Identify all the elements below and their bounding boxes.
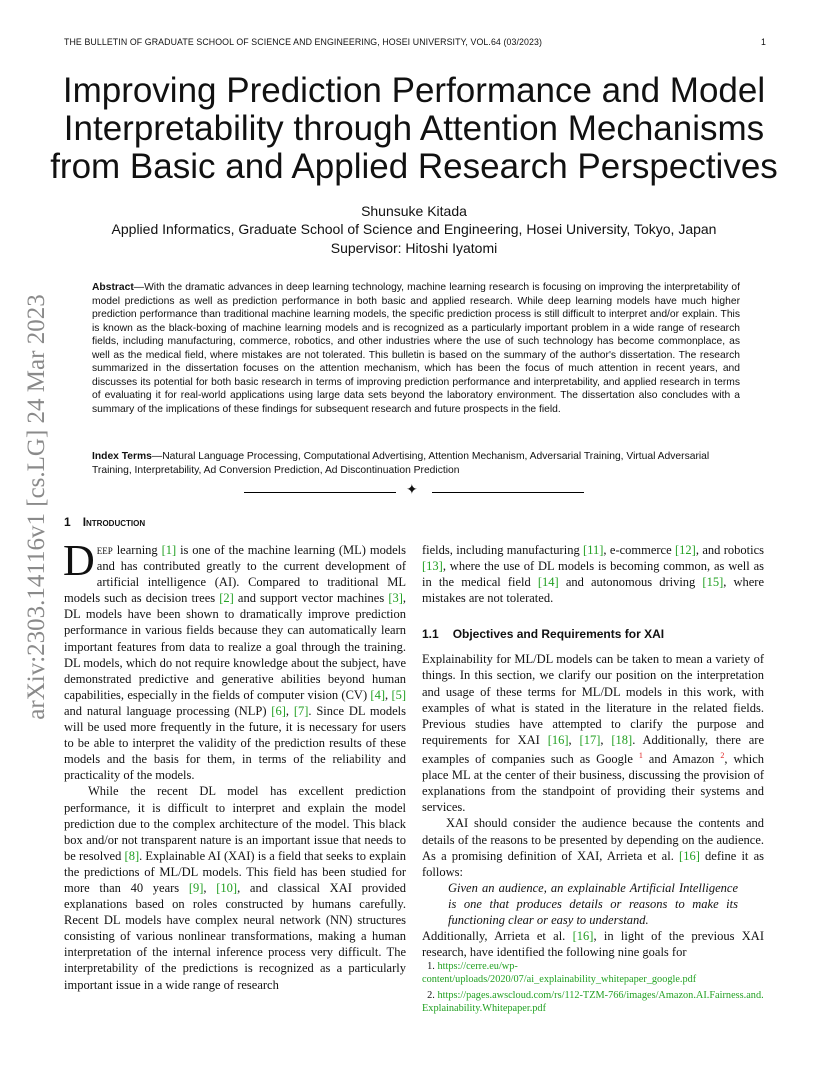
citation-link[interactable]: [15]: [702, 575, 724, 590]
definition-quote: Given an audience, an explainable Artificial Intelligence is one that produces details or reasons to make its functioning clear or easy to understand.: [448, 880, 738, 928]
text-run: ,: [568, 732, 580, 747]
right-column: [422, 542, 764, 960]
citation-link[interactable]: [1]: [161, 543, 177, 557]
text-run: ,: [600, 732, 612, 747]
subsection-title: Objectives and Requirements for XAI: [452, 627, 665, 642]
separator-star-icon: ✦: [406, 482, 418, 498]
abstract-text: —With the dramatic advances in deep learning technology, machine learning research is focusing on improving the interpretability of model predictions as well as prediction performance in both basic and applied research. While deep learning models have much higher prediction performance than traditional machine learning models, the specific prediction process is still difficult to interpret and/or explain. This is known as the black-boxing of machine learning models and is recognized as a particularly important problem in a wide range of research fields, including manufacturing, commerce, robotics, and other industries where the use of such technology has become commonplace, as well as the medical field, where mistakes are not tolerated. This bulletin is based on the summary of the author's dissertation. The research summarized in the dissertation focuses on the attention mechanism, which has been the focus of much attention in recent years, and discusses its potential for both basic research in terms of improving prediction performance and interpretability, and applied research in terms of evaluating it for real-world applications using large data sets beyond the laboratory environment. The dissertation also concludes with a summary of the implications of these findings for subsequent research and future prospects in the field.: [92, 282, 740, 415]
footnotes: [422, 960, 764, 1016]
text-run: and support vector machines: [233, 591, 389, 606]
text-run: , and robotics: [695, 543, 764, 557]
text-run: XAI should consider the audience because the contents and details of the reasons to be presented by depending on the audience. As a promising definition of XAI, Arrieta et al.: [422, 816, 764, 863]
citation-link[interactable]: [18]: [611, 732, 633, 747]
citation-link[interactable]: [16]: [679, 848, 700, 863]
paragraph-xai: [64, 783, 406, 992]
footnote-number: 2.: [427, 989, 435, 1001]
arxiv-stamp-text: arXiv:2303.14116v1 [cs.LG] 24 Mar 2023: [23, 294, 50, 720]
citation-link[interactable]: [4]: [370, 687, 385, 702]
citation-link[interactable]: [14]: [537, 575, 559, 590]
index-terms: [92, 450, 740, 477]
citation-link[interactable]: [10]: [216, 880, 238, 895]
citation-link[interactable]: [11]: [583, 543, 604, 557]
footnote-number: 1.: [427, 961, 435, 972]
footnote-marker[interactable]: 1: [638, 750, 643, 760]
text-run: ,: [285, 703, 294, 718]
text-run: ,: [385, 687, 392, 702]
affiliation: Applied Informatics, Graduate School of Science and Engineering, Hosei University, Tokyo, Japan: [111, 221, 717, 237]
section-heading: [64, 515, 145, 529]
subsection-number: 1.1: [422, 627, 439, 642]
running-header: [64, 37, 766, 47]
text-run: . Additionally, there are examples of companies such as Google: [422, 732, 765, 767]
text-run: , where mistakes are not tolerated.: [422, 575, 764, 606]
text-run: . Since DL models will be used more frequently in the future, it is necessary for users to be able to interpret the validity of the prediction results of these models and the basis for them, in terms of the reliability and practicality of the models.: [64, 703, 407, 783]
index-terms-label: Index Terms: [92, 451, 152, 462]
citation-link[interactable]: [16]: [572, 929, 594, 944]
footnote-marker[interactable]: 2: [720, 750, 725, 760]
text-run: While the recent DL model has excellent prediction performance, it is difficult to interpret and explain the model prediction due to the complex architecture of the model. This black box and/or not transparent nature is an important issue that needs to be resolved: [64, 784, 406, 863]
text-run: . Explainable AI (XAI) is a field that seeks to explain the predictions of ML/DL models. This field has been studied for more than 40 years: [64, 848, 406, 895]
text-run: Explainability for ML/DL models can be taken to mean a variety of things. In this section, we clarify our position on the interpretation and usage of these terms for ML/DL models in this work, with examples of what is stated in the literature in the related fields. Previous studies have attempted to clarify the purpose and requirements for XAI: [422, 652, 764, 747]
text-run: is one of the machine learning (ML) models and has contributed greatly to the current development of artificial intelligence (AI). Compared to traditional ML models such as decision trees: [64, 543, 406, 606]
text-run: fields, including manufacturing: [422, 543, 584, 557]
footnote-link[interactable]: https://cerre.eu/wp-content/uploads/2020/07/ai_explainability_whitepaper_google.pdf: [422, 961, 697, 986]
paragraph-explainability: [422, 651, 764, 815]
text-run: define it as follows:: [422, 848, 765, 879]
text-run: , and classical XAI provided explanations based on roles constructed by humans carefully. Recent DL models have complex neural network (NN) structures consisting of various nonlinear transformations, making a human interpretation of the internal inference process very difficult. The interpretability of the predictions is recognized as a particularly important issue in a wide range of research: [64, 880, 407, 992]
supervisor: Supervisor: Hitoshi Iyatomi: [330, 240, 498, 256]
citation-link[interactable]: [8]: [124, 848, 140, 863]
text-run: Additionally, Arrieta et al.: [422, 929, 573, 944]
text-run: , DL models have been shown to dramatically improve prediction performance in various fields because they can automatically learn important features from data to realize a goal through the training. DL models, which do not require knowledge about the subject, have demonstrated predictive and generative abilities beyond human capabilities, especially in the fields of computer vision (CV): [64, 591, 407, 702]
text-run: ,: [203, 880, 217, 895]
section-number: 1: [64, 515, 71, 529]
footnote-item: [422, 960, 764, 987]
author-name: Shunsuke Kitada: [361, 203, 467, 219]
citation-link[interactable]: [13]: [422, 559, 443, 574]
text-run: , e-commerce: [603, 543, 676, 557]
arxiv-stamp: [22, 283, 52, 731]
paragraph-intro: [63, 536, 407, 783]
left-column: [63, 536, 407, 993]
lead-word: eep: [96, 543, 113, 557]
citation-link[interactable]: [5]: [391, 687, 407, 702]
abstract: [92, 281, 740, 416]
citation-link[interactable]: [6]: [271, 703, 286, 718]
paragraph-audience: [422, 815, 764, 879]
footnote-item: [422, 989, 764, 1016]
abstract-label: Abstract: [92, 282, 134, 293]
paper-title: Improving Prediction Performance and Model Interpretability through Attention Mechanisms from Basic and Applied Research Perspectives: [50, 71, 778, 186]
paragraph-goals: [422, 928, 764, 960]
citation-link[interactable]: [17]: [579, 732, 601, 747]
text-run: , where the use of DL models is becoming common, as well as in the medical field: [422, 559, 764, 590]
section-separator: [244, 482, 584, 499]
citation-link[interactable]: [3]: [388, 591, 403, 606]
index-terms-text: —Natural Language Processing, Computational Advertising, Attention Mechanism, Adversarial Training, Virtual Adversarial Training, Interpretability, Ad Conversion Prediction, Ad Discontinuation Prediction: [92, 451, 710, 476]
citation-link[interactable]: [2]: [219, 591, 234, 606]
text-run: and autonomous driving: [558, 575, 703, 590]
citation-link[interactable]: [7]: [293, 703, 309, 718]
page-number: 1: [761, 37, 766, 47]
text-run: , in light of the previous XAI research, have identified the following nine goals for: [422, 929, 764, 960]
citation-link[interactable]: [9]: [188, 880, 204, 895]
citation-link[interactable]: [12]: [675, 543, 696, 557]
journal-name: THE BULLETIN OF GRADUATE SCHOOL OF SCIENCE AND ENGINEERING, HOSEI UNIVERSITY, VOL.64 (03/2023): [64, 37, 543, 47]
separator-line-right: [432, 492, 584, 493]
drop-cap: D: [63, 536, 95, 585]
text-run: learning: [112, 543, 162, 557]
footnote-link[interactable]: https://pages.awscloud.com/rs/112-TZM-766/images/Amazon.AI.Fairness.and.Explainability.Whitepaper.pdf: [422, 989, 764, 1015]
text-run: , which place ML at the center of their business, discussing the provision of explanations from the standpoint of providing their systems and services.: [422, 752, 764, 815]
citation-link[interactable]: [16]: [547, 732, 569, 747]
subsection-heading: [422, 627, 764, 641]
section-title: Introduction: [82, 515, 146, 529]
paragraph-fields: [422, 542, 764, 606]
text-run: and natural language processing (NLP): [64, 703, 272, 718]
text-run: and Amazon: [642, 752, 721, 767]
separator-line-left: [244, 492, 396, 493]
